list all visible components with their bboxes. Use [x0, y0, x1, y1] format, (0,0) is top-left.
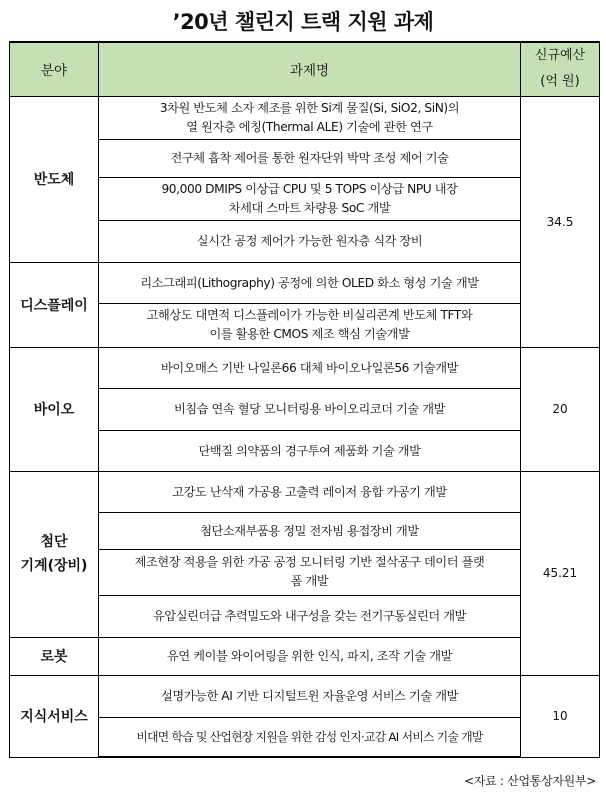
- table-row: [10, 139, 600, 177]
- field-cell: [10, 471, 99, 637]
- header-budget-line2: (억 원): [540, 74, 580, 90]
- field-cell: 디스플레이: [10, 262, 99, 347]
- header-budget-line1: 신규예산: [534, 48, 586, 64]
- header-budget: [521, 42, 600, 96]
- challenge-track-table: [9, 41, 600, 758]
- task-cell: 비침습 연속 혈당 모니터링용 바이오리코더 기술 개발: [99, 388, 521, 430]
- table-row: [10, 430, 600, 471]
- table-row: [10, 96, 600, 139]
- task-cell: [99, 96, 521, 139]
- table-row: [10, 595, 600, 637]
- task-line: 폼 개발: [290, 574, 329, 588]
- task-cell: [99, 549, 521, 595]
- table-row: [10, 388, 600, 430]
- budget-cell: 10: [521, 675, 600, 757]
- table-row: [10, 303, 600, 347]
- table-row: [10, 220, 600, 262]
- task-line: 제조현장 적용을 위한 가공 공정 모니터링 기반 절삭공구 데이터 플랫: [134, 555, 485, 569]
- budget-cell: 20: [521, 347, 600, 471]
- task-cell: [99, 303, 521, 347]
- table-row: [10, 471, 600, 512]
- task-cell: 비대면 학습 및 산업현장 지원을 위한 감성 인지·교감 AI 서비스 기술 개발: [99, 717, 521, 757]
- task-cell: 유압실린더급 추력밀도와 내구성을 갖는 전기구동실린더 개발: [99, 595, 521, 637]
- task-cell: 실시간 공정 제어가 가능한 원자층 식각 장비: [99, 220, 521, 262]
- task-cell: 고강도 난삭재 가공용 고출력 레이저 융합 가공기 개발: [99, 471, 521, 512]
- task-cell: 유연 케이블 와이어링을 위한 인식, 파지, 조작 기술 개발: [99, 637, 521, 675]
- task-line: 90,000 DMIPS 이상급 CPU 및 5 TOPS 이상급 NPU 내장: [161, 181, 458, 196]
- task-line: 이를 활용한 CMOS 제조 핵심 기술개발: [209, 327, 410, 341]
- table-row: [10, 177, 600, 220]
- field-line: 기계(장비): [20, 558, 88, 574]
- header-task: 과제명: [99, 42, 521, 96]
- table-header-row: [10, 42, 600, 96]
- task-cell: 리소그래피(Lithography) 공정에 의한 OLED 화소 형성 기술 개발: [99, 262, 521, 303]
- task-cell: 첨단소재부품용 정밀 전자빔 용접장비 개발: [99, 512, 521, 549]
- task-line: 3차원 반도체 소자 제조를 위한 Si계 물질(Si, SiO2, SiN)의: [159, 100, 460, 115]
- table-row: [10, 717, 600, 757]
- source-note: <자료 : 산업통상자원부>: [464, 774, 596, 788]
- field-cell: 반도체: [10, 96, 99, 262]
- page-title: ’20년 챌린지 트랙 지원 과제: [172, 10, 434, 34]
- field-line: 첨단: [40, 534, 68, 550]
- header-field: 분야: [10, 42, 99, 96]
- task-line: 열 원자층 에칭(Thermal ALE) 기술에 관한 연구: [186, 119, 433, 134]
- task-cell: 전구체 흡착 제어를 통한 원자단위 박막 조성 제어 기술: [99, 139, 521, 177]
- task-line: 고해상도 대면적 디스플레이가 가능한 비실리콘계 반도체 TFT와: [146, 308, 473, 322]
- table-row: [10, 549, 600, 595]
- table-row: [10, 675, 600, 717]
- task-cell: 단백질 의약품의 경구투여 제품화 기술 개발: [99, 430, 521, 471]
- task-line: 차세대 스마트 차량용 SoC 개발: [228, 200, 391, 215]
- field-cell: 로봇: [10, 637, 99, 675]
- task-cell: [99, 177, 521, 220]
- table-row: [10, 512, 600, 549]
- budget-cell: 45.21: [521, 471, 600, 675]
- field-cell: 바이오: [10, 347, 99, 471]
- budget-cell: 34.5: [521, 96, 600, 347]
- table-row: [10, 262, 600, 303]
- table-row: [10, 637, 600, 675]
- table-row: [10, 347, 600, 388]
- task-cell: 바이오매스 기반 나일론66 대체 바이오나일론56 기술개발: [99, 347, 521, 388]
- field-cell: 지식서비스: [10, 675, 99, 757]
- task-cell: 설명가능한 AI 기반 디지털트윈 자율운영 서비스 기술 개발: [99, 675, 521, 717]
